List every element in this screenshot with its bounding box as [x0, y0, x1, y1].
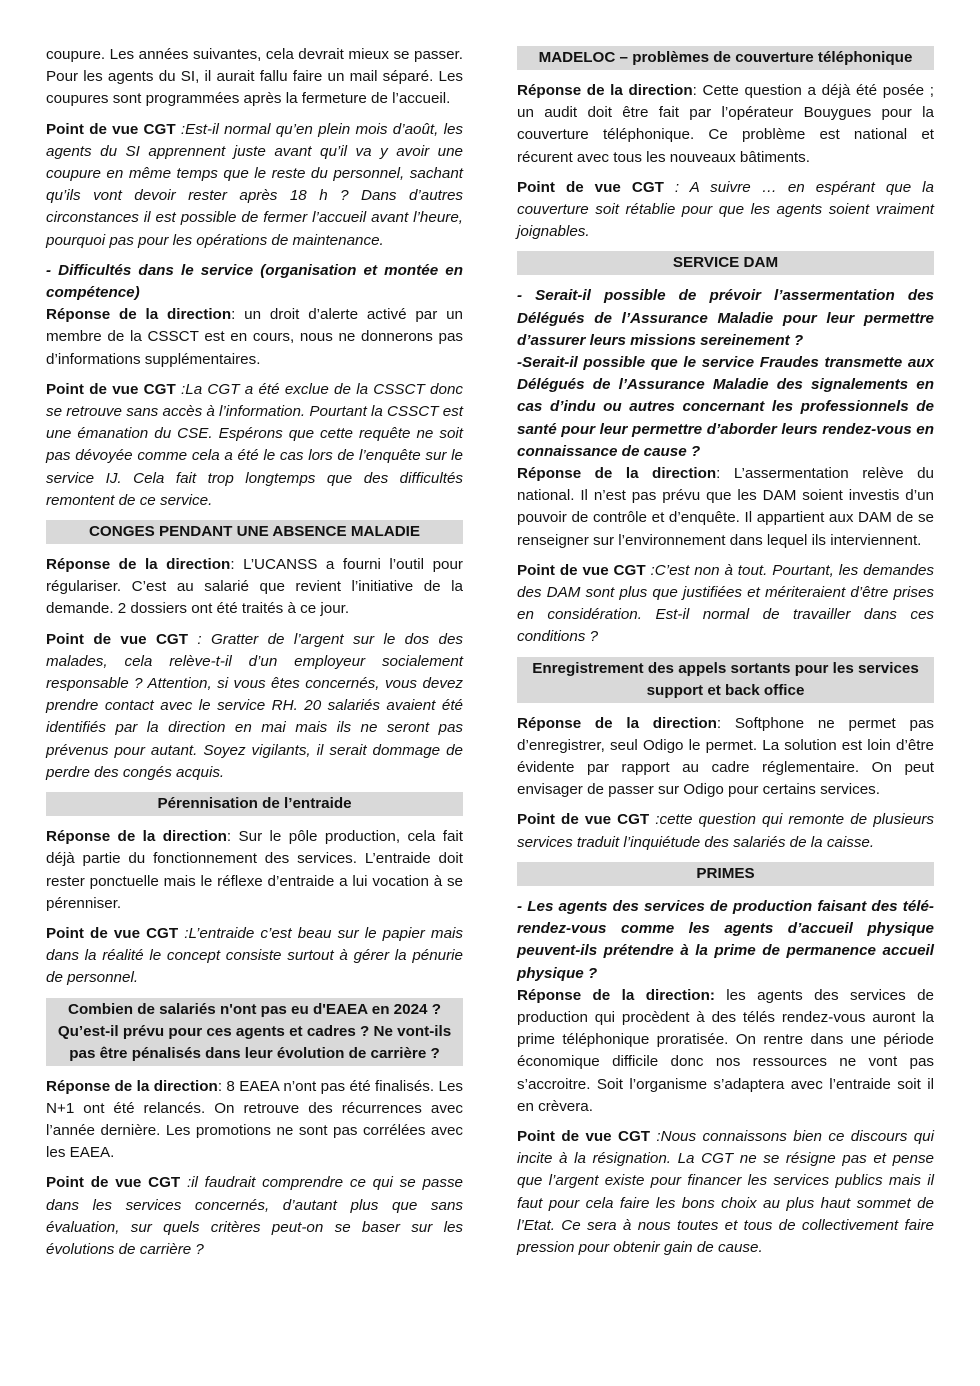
direction-label: Réponse de la direction — [46, 306, 232, 324]
section-header-dam: SERVICE DAM — [517, 251, 934, 275]
cgt-view-enregistrement: Point de vue CGT :cette question qui remonte de plusieurs services traduit l’inquiétude des salariés de la caisse. — [517, 811, 934, 851]
direction-response-dam: Réponse de la direction: L’assermentation relève du national. Il n’est pas prévu que les DAM soient investis d’un pouvoir de contrôle et d’enquête. Il appartient aux DAM de se renseigner sur l’environnement dans lequel ils interviennent. — [517, 465, 934, 549]
section-header-madeloc: MADELOC – problèmes de couverture téléphonique — [517, 46, 934, 70]
right-column — [517, 44, 934, 1267]
cgt-view-dam: Point de vue CGT :C’est non à tout. Pourtant, les demandes des DAM sont plus que justifiées et mériteraient d’être prises en considération. Est-il normal de travailler dans ces conditions ? — [517, 561, 935, 646]
section-header-primes: PRIMES — [517, 862, 934, 886]
direction-response-entraide: Réponse de la direction: Sur le pôle production, cela fait déjà partie du fonctionnement des services. L’entraide doit rester ponctuelle mais le réflexe d’entraide a lui vocation à se pérenniser. — [46, 828, 463, 912]
cgt-view-madeloc: Point de vue CGT : A suivre … en espérant que la couverture soit rétablie pour que les agents soient vraiment joignables. — [517, 178, 934, 241]
question-primes: - Les agents des services de production faisant des télé-rendez-vous comme les agents d’accueil physique peuvent-ils prétendre à la prime de permanence accueil physique ? — [517, 897, 934, 982]
direction-label: Réponse de la direction — [46, 1077, 218, 1095]
cgt-view-primes: Point de vue CGT :Nous connaissons bien ce discours qui incite à la résignation. La CGT ne se résigne pas et pense que l’argent existe pour financer les services publics mais il faut pour cela faire les bons choix au plus haut sommet de l’Etat. Ce sera à nous toutes et tous de collectivement faire pression pour obtenir gain de cause. — [517, 1127, 934, 1256]
cgt-view-conges: Point de vue CGT : Gratter de l’argent sur le dos des malades, cela relève-t-il d’un employeur socialement responsable ? Attention, si vous êtes concernés, vous devez prendre contact avec le service RH. 20 salariés avaient été identifiés par la direction en mai mais ils ne seront pas prévenus pour autant. Soyez vigilants, il serait dommage de perdre des congés acquis. — [46, 630, 463, 781]
direction-label: Réponse de la direction: — [517, 986, 715, 1004]
question-difficultes: - Difficultés dans le service (organisation et montée en compétence) — [46, 261, 463, 302]
section-header-conges: CONGES PENDANT UNE ABSENCE MALADIE — [46, 520, 463, 544]
direction-response-madeloc: Réponse de la direction: Cette question a déjà été posée ; un audit doit être fait par l’opérateur Bouygues pour la couverture téléphonique. Ce problème est national et récurent avec tous les nouveaux bâtiments. — [517, 82, 934, 166]
section-header-eaea: Combien de salariés n'ont pas eu d'EAEA en 2024 ? Qu’est-il prévu pour ces agents et cadres ? Ne vont-ils pas être pénalisés dans leur évolution de carrière ? — [46, 998, 463, 1066]
cgt-view-coupure: Point de vue CGT :Est-il normal qu’en plein mois d’août, les agents du SI apprennent juste avant qu’il va y avoir une coupure en même temps que le reste du personnel, sachant qu’ils vont devoir rester après 18 h ? Dans d’autres circonstances il est possible de fermer l’accueil avant l’heure, pourquoi pas pour les opérations de maintenance. — [46, 120, 463, 249]
cgt-label: Point de vue CGT — [46, 120, 176, 138]
question-assermentation: - Serait-il possible de prévoir l’assermentation des Délégués de l’Assurance Maladie pour leur permettre d’assurer leurs missions sereinement ? — [517, 287, 934, 349]
cgt-label: Point de vue CGT — [517, 178, 664, 196]
cgt-view-entraide: Point de vue CGT :L’entraide c’est beau sur le papier mais dans la réalité le concept consiste surtout à gérer la pénurie de personnel. — [46, 924, 464, 987]
section-header-entraide: Pérennisation de l’entraide — [46, 792, 463, 816]
left-column — [46, 44, 463, 1269]
question-fraudes: -Serait-il possible que le service Fraudes transmette aux Délégués de l’Assurance Maladie des signalements en cas d’indu ou autres concernant les professionnels de santé pour leur permettre d’aborder leurs rendez-vous en connaissance de cause ? — [517, 354, 934, 460]
direction-response-difficultes: Réponse de la direction: un droit d’alerte activé par un membre de la CSSCT est en cours, nous ne donnerons pas d’informations supplémentaires. — [46, 306, 463, 368]
direction-response-enregistrement: Réponse de la direction: Softphone ne permet pas d’enregistrer, seul Odigo le permet. La solution est loin d’être évidente par rapport au cadre réglementaire. On peut envisager de passer sur Odigo pour certains services. — [517, 714, 934, 799]
direction-response-conges: Réponse de la direction: L’UCANSS a fourni l’outil pour régulariser. C’est au salarié que revient l’initiative de la demande. 2 dossiers ont été traités à ce jour. — [46, 556, 463, 618]
cgt-label: Point de vue CGT — [46, 380, 176, 398]
cgt-label: Point de vue CGT — [517, 561, 646, 579]
section-header-enregistrement: Enregistrement des appels sortants pour les services support et back office — [517, 657, 934, 703]
cgt-view-eaea: Point de vue CGT :il faudrait comprendre ce qui se passe dans les services concernés, d’autant plus que sans évaluation, sur quels critères peut-on se baser sur les évolutions de carrière ? — [46, 1174, 464, 1258]
cgt-view-cssct: Point de vue CGT :La CGT a été exclue de la CSSCT donc se retrouve sans accès à l’information. Pourtant la CSSCT est une émanation du CSE. Espérons que cette requête ne soit pas dévoyée comme cela a été le cas lors de l’enquête sur le service IJ. Cela fait trop longtemps que des difficultés remontent de ce service. — [46, 380, 463, 509]
direction-label: Réponse de la direction — [46, 828, 227, 846]
direction-response-primes: Réponse de la direction: les agents des services de production qui procèdent à des télés rendez-vous auront la prime téléphonique proratisée. On rentre dans une période économique difficile donc nos ressources ne vont pas s’accroitre. Soit l’organisme s’adaptera avec l’entraide soit il en crèvera. — [517, 986, 934, 1115]
cgt-label: Point de vue CGT — [46, 630, 189, 648]
cgt-label: Point de vue CGT — [517, 1127, 651, 1145]
cgt-label: Point de vue CGT — [517, 811, 650, 829]
direction-label: Réponse de la direction — [46, 556, 231, 574]
paragraph-coupure: coupure. Les années suivantes, cela devrait mieux se passer. Pour les agents du SI, il aurait fallu faire un mail séparé. Les coupures sont programmées après la fermeture de l’accueil. — [46, 46, 463, 108]
cgt-label: Point de vue CGT — [46, 924, 179, 942]
direction-response-eaea: Réponse de la direction: 8 EAEA n’ont pas été finalisés. Les N+1 ont été relancés. On retrouve des récurrences avec l’année dernière. Les promotions ne sont pas corrélées avec les EAEA. — [46, 1077, 463, 1162]
cgt-label: Point de vue CGT — [46, 1174, 181, 1192]
direction-label: Réponse de la direction — [517, 714, 717, 732]
direction-label: Réponse de la direction — [517, 82, 693, 99]
direction-label: Réponse de la direction — [517, 465, 717, 483]
